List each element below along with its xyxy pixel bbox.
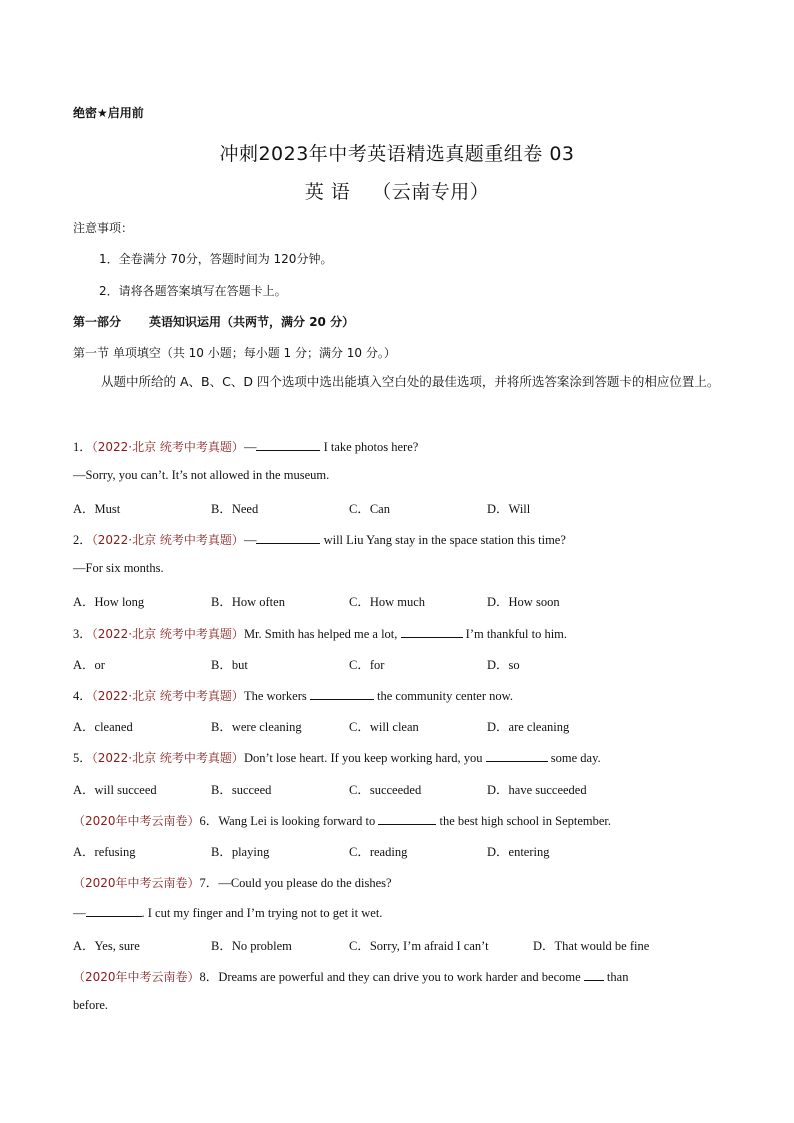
option-a: A．refusing bbox=[73, 845, 136, 859]
section1-heading: 第一节 单项填空（共 10 小题；每小题 1 分；满分 10 分。） bbox=[73, 346, 396, 360]
option-a: A．cleaned bbox=[73, 720, 133, 734]
answer-blank bbox=[584, 968, 604, 981]
answer-blank bbox=[401, 625, 463, 638]
question-source: （2020年中考云南卷） bbox=[73, 876, 200, 890]
answer-blank bbox=[86, 904, 142, 917]
part1-label: 第一部分 bbox=[73, 315, 122, 329]
option-d: D．How soon bbox=[487, 595, 560, 609]
option-a: A．will succeed bbox=[73, 783, 157, 797]
option-b: B．succeed bbox=[211, 783, 272, 797]
answer-blank bbox=[378, 812, 436, 825]
exam-subtitle bbox=[0, 177, 794, 204]
option-d: D．That would be fine bbox=[533, 939, 650, 953]
question-3: 3．（2022·北京 统考中考真题）Mr. Smith has helped me a lot, I’m thankful to him. bbox=[73, 627, 568, 641]
answer-blank bbox=[256, 531, 320, 544]
question-7-line2: — . I cut my finger and I’m trying not to get it wet. bbox=[73, 906, 383, 920]
question-8: （2020年中考云南卷）8．Dreams are powerful and they can drive you to work harder and become than bbox=[73, 970, 629, 984]
option-d: D．so bbox=[487, 658, 520, 672]
option-b: B．No problem bbox=[211, 939, 292, 953]
question-4: 4．（2022·北京 统考中考真题）The workers the community center now. bbox=[73, 689, 513, 703]
option-c: C．Can bbox=[349, 502, 390, 516]
option-c: C．How much bbox=[349, 595, 426, 609]
question-6: （2020年中考云南卷）6．Wang Lei is looking forward to the best high school in September. bbox=[73, 814, 612, 828]
option-b: B．but bbox=[211, 658, 248, 672]
option-a: A．Must bbox=[73, 502, 121, 516]
answer-blank bbox=[256, 438, 320, 451]
option-c: C．succeeded bbox=[349, 783, 422, 797]
option-c: C．Sorry, I’m afraid I can’t bbox=[349, 939, 489, 953]
option-c: C．will clean bbox=[349, 720, 419, 734]
question-2: 2．（2022·北京 统考中考真题）— will Liu Yang stay in the space station this time? bbox=[73, 533, 566, 547]
notice-item-1: 1．全卷满分 70分，答题时间为 120分钟。 bbox=[99, 252, 333, 266]
option-b: B．playing bbox=[211, 845, 270, 859]
question-8-line2: before. bbox=[73, 998, 109, 1012]
option-d: D．are cleaning bbox=[487, 720, 570, 734]
answer-blank bbox=[486, 749, 548, 762]
question-source: （2022·北京 统考中考真题） bbox=[91, 627, 244, 641]
option-b: B．Need bbox=[211, 502, 259, 516]
part1-heading bbox=[73, 313, 354, 330]
answer-blank bbox=[310, 687, 374, 700]
question-source: （2020年中考云南卷） bbox=[73, 970, 200, 984]
question-1-line2: —Sorry, you can’t. It’s not allowed in the museum. bbox=[73, 468, 330, 482]
option-b: B．How often bbox=[211, 595, 285, 609]
option-a: A．Yes, sure bbox=[73, 939, 140, 953]
secret-mark: 绝密★启用前 bbox=[73, 106, 144, 120]
option-d: D．have succeeded bbox=[487, 783, 587, 797]
option-c: C．for bbox=[349, 658, 385, 672]
exam-title: 冲刺2023年中考英语精选真题重组卷 03 bbox=[219, 143, 575, 165]
notice-item-2: 2．请将各题答案填写在答题卡上。 bbox=[99, 284, 287, 298]
subject-label: 英 语 bbox=[304, 181, 351, 203]
part1-title: 英语知识运用（共两节，满分 20 分） bbox=[149, 315, 355, 329]
question-1: 1．（2022·北京 统考中考真题）— I take photos here? bbox=[73, 440, 419, 454]
section1-instruction: 从题中所给的 A、B、C、D 四个选项中选出能填入空白处的最佳选项，并将所选答案涂到答题卡的相应位置上。 bbox=[101, 374, 720, 389]
question-source: （2022·北京 统考中考真题） bbox=[91, 533, 244, 547]
question-source: （2022·北京 统考中考真题） bbox=[91, 751, 244, 765]
option-c: C．reading bbox=[349, 845, 408, 859]
question-source: （2022·北京 统考中考真题） bbox=[91, 689, 244, 703]
option-d: D．Will bbox=[487, 502, 531, 516]
option-a: A．How long bbox=[73, 595, 145, 609]
question-source: （2020年中考云南卷） bbox=[73, 814, 200, 828]
question-source: （2022·北京 统考中考真题） bbox=[91, 440, 244, 454]
option-b: B．were cleaning bbox=[211, 720, 302, 734]
question-7: （2020年中考云南卷）7．—Could you please do the dishes? bbox=[73, 876, 392, 890]
option-a: A．or bbox=[73, 658, 105, 672]
option-d: D．entering bbox=[487, 845, 550, 859]
region-label: （云南专用） bbox=[372, 181, 490, 203]
question-2-line2: —For six months. bbox=[73, 561, 164, 575]
notice-heading: 注意事项： bbox=[73, 221, 134, 235]
question-5: 5．（2022·北京 统考中考真题）Don’t lose heart. If you keep working hard, you some day. bbox=[73, 751, 601, 765]
